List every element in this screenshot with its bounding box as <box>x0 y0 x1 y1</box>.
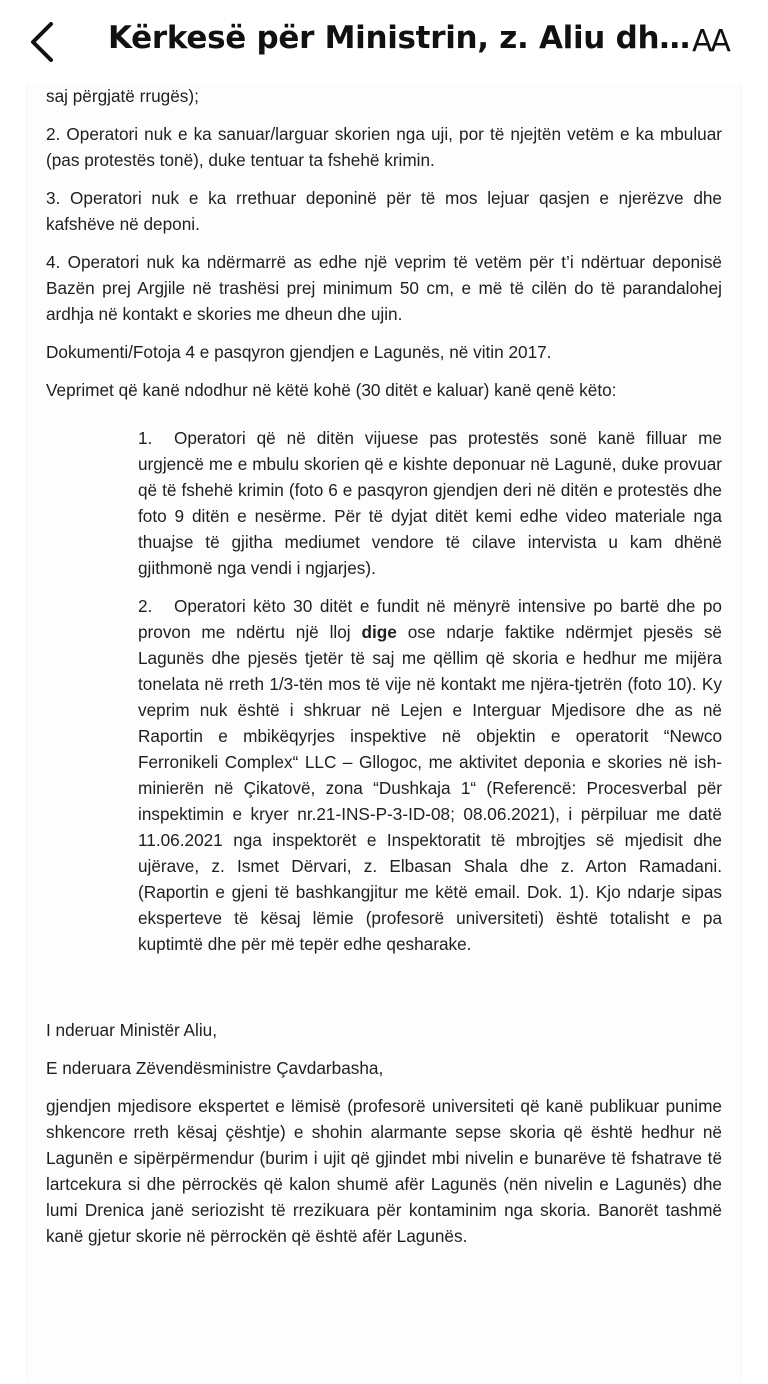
action-item-number: 1. <box>138 428 153 448</box>
list-item-point-2: 2. Operatori nuk e ka sanuar/larguar skorien nga uji, por të njejtën vetëm e ka mbuluar (pas protestës tonë), duke tentuar ta fshehë krimin. <box>46 124 722 170</box>
navigation-bar <box>0 0 768 84</box>
actions-intro: Veprimet që kanë ndodhur në këtë kohë (30 ditët e kaluar) kanë qenë këto: <box>46 380 617 400</box>
action-item-1 <box>138 425 722 581</box>
document-body <box>46 83 722 1249</box>
text-size-button[interactable] <box>692 24 728 59</box>
action-item-text: Operatori që në ditën vijuese pas protestës sonë kanë filluar me urgjencë me e mbulu skorien që e kishte deponuar në Lagunë, duke provuar që të fshehë krimin (foto 6 e pasqyron gjendjen deri në ditën e protestës dhe foto 9 ditën e nesërme. Për të dyjat ditët kemi edhe video materiale nga thuajse të gjitha mediumet vendore të cilave intervista u kam dhënë gjithmonë nga vendi i ngjarjes). <box>138 428 722 578</box>
chevron-left-icon <box>24 18 58 66</box>
action-item-number: 2. <box>138 596 153 616</box>
text-line: saj përgjatë rrugës); <box>46 86 199 106</box>
page-title: Kërkesë për Ministrin, z. Aliu dh… <box>108 20 690 56</box>
back-button[interactable] <box>24 18 58 66</box>
greeting-deputy-minister: E nderuara Zëvendësministre Çavdarbasha, <box>46 1058 384 1078</box>
action-item-2 <box>138 593 722 957</box>
closing-paragraph: gjendjen mjedisore ekspertet e lëmisë (profesorë universiteti që kanë publikuar punime shkencore rreth kësaj çështje) e shohin alarmante sepse skoria që është hedhur në Lagunën e sipërpërmendur (burim i ujit që gjindet mbi nivelin e bunarëve të fshatrave të lartcekura si dhe përrockës që kalon shumë afër Lagunës (nën nivelin e Lagunës) dhe lumi Drenica janë seriozisht të rrezikuara për kontaminim nga skoria. Banorët tashmë kanë gjetur skorie në përrockën që është afër Lagunës. <box>46 1096 722 1246</box>
photo-note: Dokumenti/Fotoja 4 e pasqyron gjendjen e Lagunës, në vitin 2017. <box>46 342 552 362</box>
action-item-text: Operatori këto 30 ditët e fundit në mënyrë intensive po bartë dhe po provon me ndërtu një lloj <box>138 596 722 642</box>
bold-term: dige <box>361 622 397 642</box>
greeting-minister: I nderuar Ministër Aliu, <box>46 1020 217 1040</box>
list-item-point-3: 3. Operatori nuk e ka rrethuar deponinë për të mos lejuar qasjen e njerëzve dhe kafshëve në deponi. <box>46 188 722 234</box>
text-size-icon: AA <box>692 24 728 59</box>
list-item-point-4: 4. Operatori nuk ka ndërmarrë as edhe një veprim të vetëm për t’i ndërtuar deponisë Bazën prej Argjile në trashësi prej minimum 50 cm, e më të cilën do të parandalohej ardhja në kontakt e skories me dheun dhe ujin. <box>46 252 722 324</box>
action-item-text: ose ndarje faktike ndërmjet pjesës së Lagunës dhe pjesës tjetër të saj me qëllim që skoria e hedhur me mijëra tonelata në rreth 1/3-tën mos të vije në kontakt me njëra-tjetrën (foto 10). Ky veprim nuk është i shkruar në Lejen e Interguar Mjedisore dhe as në Raportin e mbikëqyrjes inspektive në objektin e operatorit “Newco Ferronikeli Complex“ LLC – Gllogoc, me aktivitet deponia e skories në ish-minierën në Çikatovë, zona “Dushkaja 1“ (Referencë: Procesverbal për inspektimin e kryer nr.21-INS-P-3-ID-08; 08.06.2021), i përpiluar me datë 11.06.2021 nga inspektorët e Inspektoratit të mbrojtjes së mjedisit dhe ujërave, z. Ismet Dërvari, z. Elbasan Shala dhe z. Arton Ramadani. (Raportin e gjeni të bashkangjitur me këtë email. Dok. 1). Kjo ndarje sipas eksperteve të kësaj lëmie (profesorë universiteti) është totalisht e pa kuptimtë dhe për më tepër edhe qesharake. <box>138 622 722 954</box>
